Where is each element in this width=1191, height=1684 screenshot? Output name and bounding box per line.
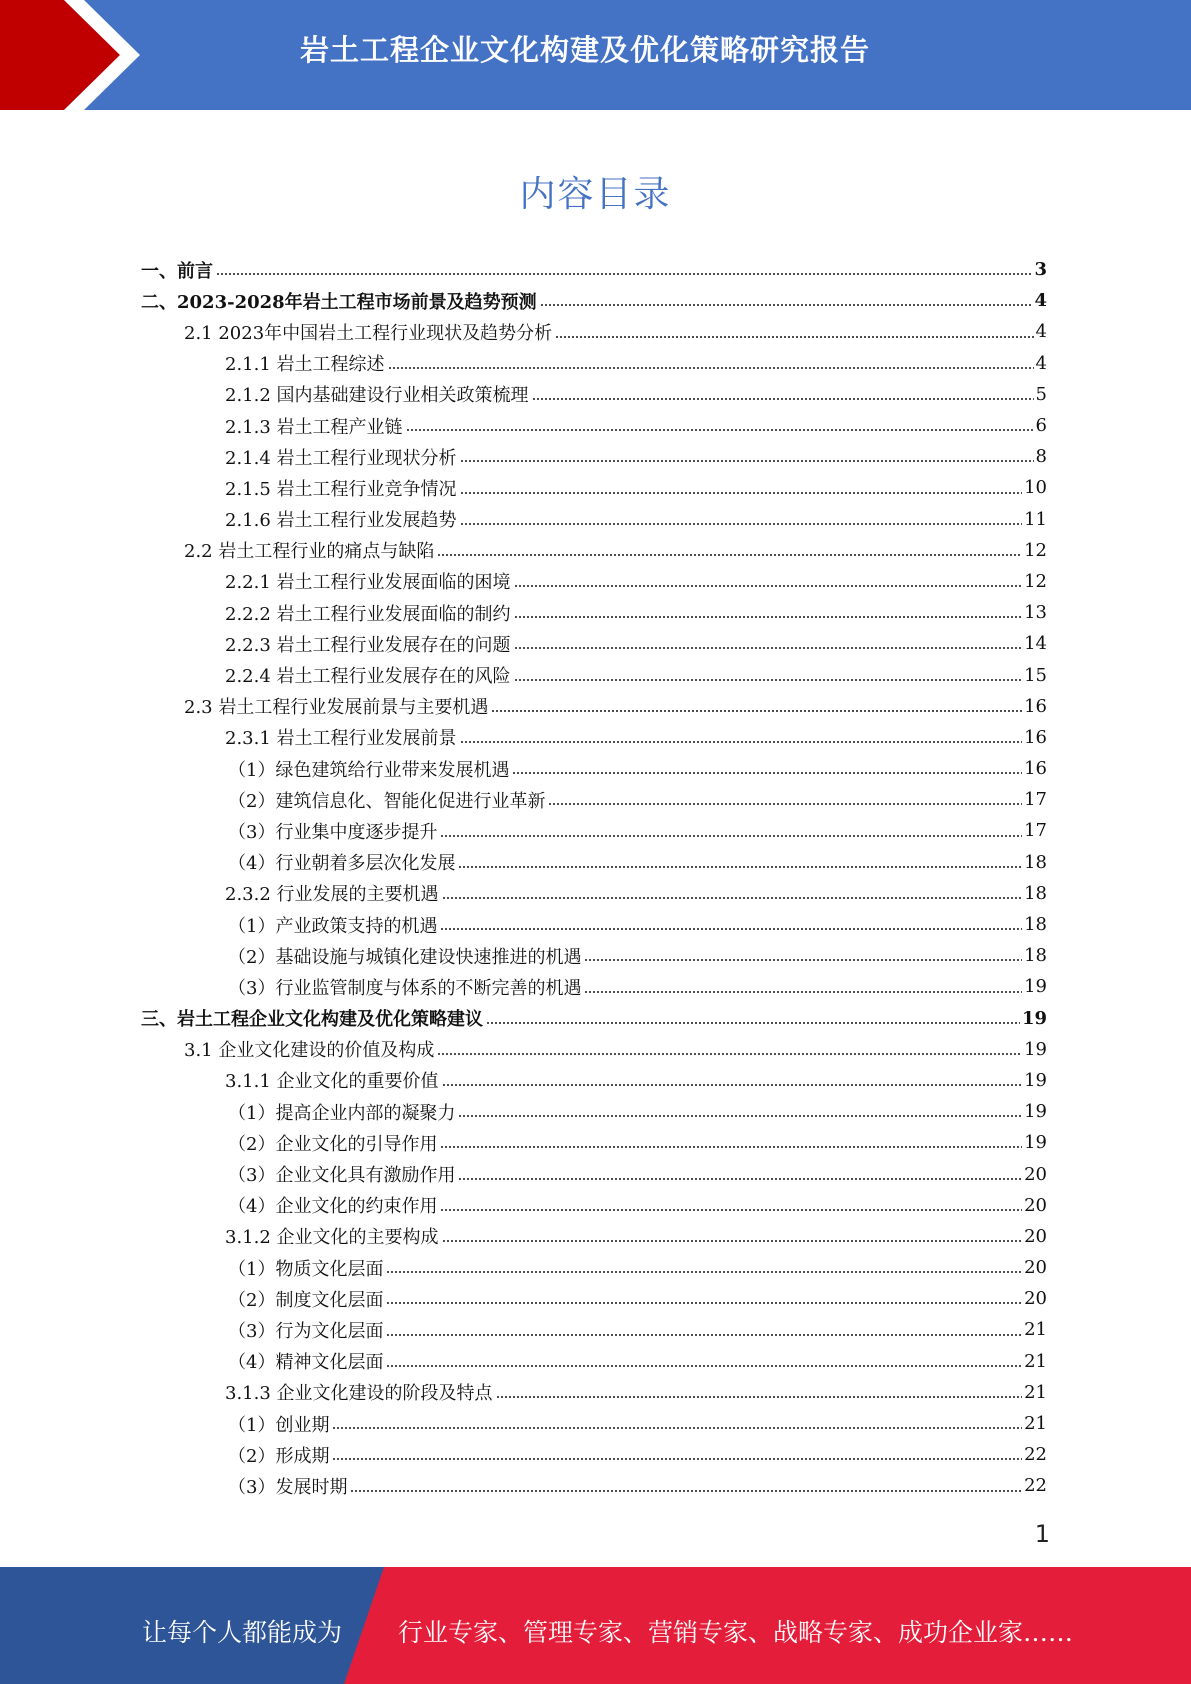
toc-entry[interactable] [141,691,1047,722]
toc-entry-page: 20 [1024,1257,1047,1279]
toc-entry-page: 4 [1035,352,1047,374]
toc-entry[interactable] [141,1314,1047,1345]
toc-dot-leader [555,335,1033,339]
toc-dot-leader [584,958,1022,962]
toc-dot-leader [332,1426,1022,1430]
toc-entry-page: 11 [1024,508,1047,530]
toc-entry-label: 3.1.2 企业文化的主要构成 [225,1227,439,1249]
toc-entry[interactable] [141,909,1047,940]
toc-entry[interactable] [141,784,1047,815]
toc-dot-leader [386,1301,1022,1305]
toc-entry-label: 2.2.4 岩土工程行业发展存在的风险 [225,666,511,688]
toc-entry-label: （3）行业监管制度与体系的不断完善的机遇 [228,977,582,999]
toc-entry-page: 12 [1024,570,1047,592]
toc-dot-leader [514,584,1023,588]
toc-entry-page: 12 [1024,539,1047,561]
toc-entry-page: 5 [1035,383,1047,405]
toc-entry[interactable] [141,847,1047,878]
toc-entry-label: （1）创业期 [228,1414,330,1436]
toc-entry-label: （2）制度文化层面 [228,1289,384,1311]
toc-entry-label: （2）建筑信息化、智能化促进行业革新 [228,790,546,812]
page-number: 1 [1034,1520,1050,1548]
toc-entry[interactable] [141,878,1047,909]
toc-dot-leader [388,366,1034,370]
toc-entry-page: 20 [1024,1163,1047,1185]
toc-entry[interactable] [141,1283,1047,1314]
toc-entry[interactable] [141,379,1047,410]
toc-entry[interactable] [141,815,1047,846]
toc-entry-label: 一、前言 [141,260,213,282]
toc-dot-leader [442,896,1023,900]
toc-dot-leader [491,709,1022,713]
toc-entry-label: （3）企业文化具有激励作用 [228,1165,456,1187]
footer-slogan-left: 让每个人都能成为 [142,1618,343,1647]
toc-entry-page: 19 [1024,1069,1047,1091]
toc-entry-label: （3）行业集中度逐步提升 [228,821,438,843]
toc-dot-leader [458,1114,1022,1118]
toc-entry[interactable] [141,348,1047,379]
toc-entry-page: 6 [1035,415,1047,437]
toc-entry-label: 2.1.6 岩土工程行业发展趋势 [225,510,457,532]
toc-entry-page: 20 [1024,1194,1047,1216]
toc-dot-leader [460,491,1023,495]
toc-entry-label: 2.3.1 岩土工程行业发展前景 [225,728,457,750]
toc-entry[interactable] [141,1408,1047,1439]
toc-entry[interactable] [141,597,1047,628]
toc-entry-label: 2.1 2023年中国岩土工程行业现状及趋势分析 [184,322,553,344]
toc-entry-page: 18 [1024,851,1047,873]
toc-entry-page: 18 [1024,914,1047,936]
toc-dot-leader [514,646,1023,650]
toc-entry-page: 4 [1034,290,1047,312]
toc-entry-page: 16 [1024,726,1047,748]
toc-entry-label: （3）行为文化层面 [228,1320,384,1342]
toc-entry-label: （2）形成期 [228,1445,330,1467]
toc-entry-page: 8 [1035,446,1047,468]
toc-entry-page: 21 [1024,1381,1047,1403]
toc-entry[interactable] [141,504,1047,535]
footer-slogan-right: 行业专家、管理专家、营销专家、战略专家、成功企业家…… [398,1618,1074,1647]
toc-dot-leader [332,1457,1022,1461]
report-title: 岩土工程企业文化构建及优化策略研究报告 [300,33,871,67]
toc-entry-label: 二、2023-2028年岩土工程市场前景及趋势预测 [141,291,537,313]
toc-entry-label: （4）行业朝着多层次化发展 [228,853,456,875]
toc-entry[interactable] [141,940,1047,971]
toc-dot-leader [512,771,1022,775]
toc-entry-label: 2.2 岩土工程行业的痛点与缺陷 [184,541,435,563]
toc-entry-page: 22 [1024,1444,1047,1466]
toc-entry-page: 19 [1024,1038,1047,1060]
toc-dot-leader [540,303,1033,307]
toc-dot-leader [486,1021,1020,1025]
toc-dot-leader [532,397,1034,401]
toc-entry-page: 19 [1024,1101,1047,1123]
toc-dot-leader [584,990,1022,994]
toc-entry-page: 21 [1024,1413,1047,1435]
toc-entry[interactable] [141,1346,1047,1377]
toc-entry-page: 16 [1024,758,1047,780]
toc-entry[interactable] [141,1252,1047,1283]
toc-entry[interactable] [141,1439,1047,1470]
toc-entry-label: 2.1.1 岩土工程综述 [225,354,385,376]
toc-entry-page: 4 [1035,321,1047,343]
toc-entry-label: （1）物质文化层面 [228,1258,384,1280]
toc-dot-leader [460,522,1023,526]
toc-entry-page: 10 [1024,477,1047,499]
toc-dot-leader [386,1364,1022,1368]
toc-entry[interactable] [141,1470,1047,1501]
toc-entry-page: 3 [1034,259,1047,281]
toc-entry-label: 三、岩土工程企业文化构建及优化策略建议 [141,1009,483,1031]
toc-dot-leader [514,678,1023,682]
toc-dot-leader [406,428,1034,432]
toc-entry-label: （1）产业政策支持的机遇 [228,915,438,937]
toc-dot-leader [514,615,1023,619]
toc-entry-label: 2.1.2 国内基础建设行业相关政策梳理 [225,385,529,407]
toc-entry-label: 2.2.2 岩土工程行业发展面临的制约 [225,603,511,625]
toc-dot-leader [442,1239,1023,1243]
toc-entry-page: 19 [1024,1132,1047,1154]
toc-entry-page: 19 [1024,976,1047,998]
toc-entry-label: 3.1.1 企业文化的重要价值 [225,1071,439,1093]
toc-entry-page: 19 [1021,1007,1047,1029]
toc-entry-label: 2.2.3 岩土工程行业发展存在的问题 [225,634,511,656]
toc-entry-label: （4）企业文化的约束作用 [228,1196,438,1218]
toc-entry[interactable] [141,1158,1047,1189]
toc-entry-label: 2.2.1 岩土工程行业发展面临的困境 [225,572,511,594]
toc-entry[interactable] [141,1221,1047,1252]
toc-entry-label: （2）企业文化的引导作用 [228,1133,438,1155]
toc-entry[interactable] [141,1190,1047,1221]
toc-entry[interactable] [141,628,1047,659]
toc-entry[interactable] [141,1096,1047,1127]
toc-entry-page: 13 [1024,602,1047,624]
toc-entry[interactable] [141,566,1047,597]
toc-entry[interactable] [141,1003,1047,1034]
toc-dot-leader [548,802,1022,806]
toc-entry[interactable] [141,254,1047,285]
toc-list [141,254,1047,1502]
toc-entry[interactable] [141,722,1047,753]
toc-dot-leader [440,1208,1022,1212]
toc-entry-label: 2.1.4 岩土工程行业现状分析 [225,447,457,469]
toc-dot-leader [460,459,1034,463]
toc-dot-leader [458,865,1022,869]
toc-entry-page: 17 [1024,820,1047,842]
toc-entry[interactable] [141,1127,1047,1158]
toc-entry-page: 16 [1024,695,1047,717]
toc-dot-leader [442,1083,1023,1087]
toc-entry-page: 20 [1024,1288,1047,1310]
toc-entry-page: 18 [1024,945,1047,967]
toc-dot-leader [216,272,1032,276]
toc-entry[interactable] [141,316,1047,347]
toc-entry-page: 14 [1024,633,1047,655]
toc-entry-label: 2.3 岩土工程行业发展前景与主要机遇 [184,697,489,719]
toc-entry-page: 15 [1024,664,1047,686]
toc-dot-leader [440,834,1022,838]
toc-dot-leader [437,553,1022,557]
toc-heading: 内容目录 [519,174,672,215]
header-band [0,0,1191,110]
toc-dot-leader [386,1270,1022,1274]
toc-entry-page: 20 [1024,1225,1047,1247]
toc-entry-page: 17 [1024,789,1047,811]
toc-entry-label: （3）发展时期 [228,1476,348,1498]
toc-entry[interactable] [141,659,1047,690]
toc-dot-leader [460,740,1023,744]
toc-entry-page: 21 [1024,1350,1047,1372]
toc-entry-label: （2）基础设施与城镇化建设快速推进的机遇 [228,946,582,968]
toc-entry[interactable] [141,971,1047,1002]
toc-dot-leader [437,1052,1022,1056]
toc-dot-leader [386,1333,1022,1337]
toc-dot-leader [440,1145,1022,1149]
toc-entry-label: 2.1.5 岩土工程行业竞争情况 [225,478,457,500]
toc-dot-leader [496,1395,1023,1399]
toc-entry[interactable] [141,1065,1047,1096]
toc-entry-label: 2.3.2 行业发展的主要机遇 [225,884,439,906]
toc-entry-label: 2.1.3 岩土工程产业链 [225,416,403,438]
toc-entry[interactable] [141,285,1047,316]
toc-entry-label: 3.1 企业文化建设的价值及构成 [184,1040,435,1062]
toc-entry[interactable] [141,441,1047,472]
toc-dot-leader [350,1489,1022,1493]
toc-entry-label: （1）提高企业内部的凝聚力 [228,1102,456,1124]
toc-entry[interactable] [141,535,1047,566]
toc-dot-leader [458,1177,1022,1181]
toc-entry[interactable] [141,753,1047,784]
toc-entry-label: 3.1.3 企业文化建设的阶段及特点 [225,1383,493,1405]
toc-entry[interactable] [141,1034,1047,1065]
toc-entry-page: 22 [1024,1475,1047,1497]
toc-entry-page: 21 [1024,1319,1047,1341]
toc-entry[interactable] [141,1377,1047,1408]
toc-entry-page: 18 [1024,882,1047,904]
toc-dot-leader [440,927,1022,931]
toc-entry[interactable] [141,472,1047,503]
toc-entry-label: （4）精神文化层面 [228,1352,384,1374]
toc-entry-label: （1）绿色建筑给行业带来发展机遇 [228,759,510,781]
toc-entry[interactable] [141,410,1047,441]
